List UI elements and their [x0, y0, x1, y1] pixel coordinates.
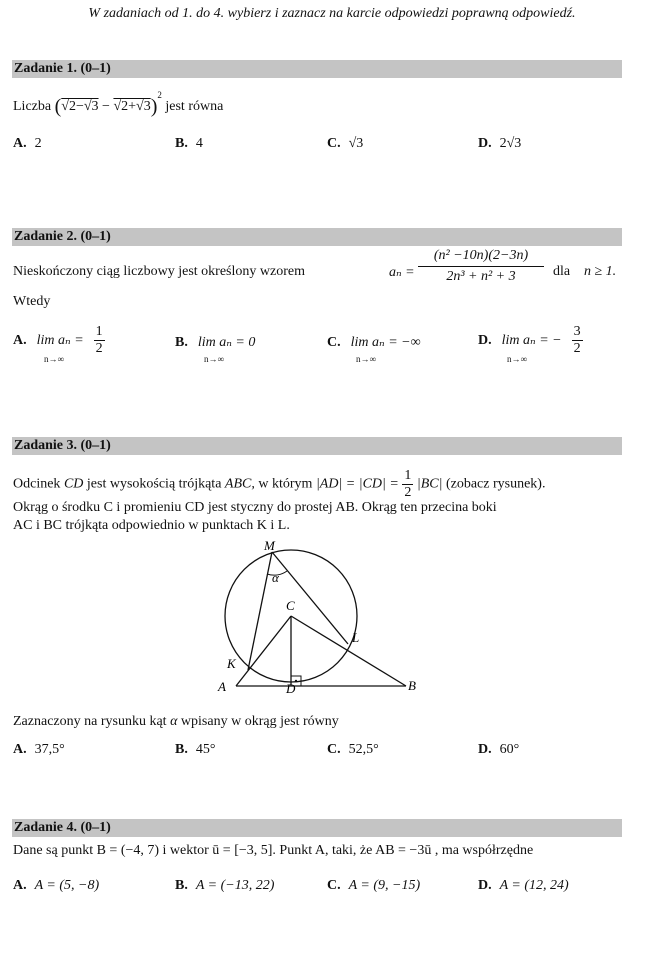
task-2-question: Nieskończony ciąg liczbowy jest określony wzorem [13, 264, 305, 279]
task-1-option-b[interactable]: B. 4 [175, 136, 203, 151]
task-3-option-d[interactable]: D. 60° [478, 742, 520, 757]
task-1-option-c[interactable]: C. √3 [327, 136, 364, 151]
label-c: C [286, 598, 295, 613]
task-2-formula-lhs: aₙ = [389, 265, 415, 280]
task-2-option-a[interactable]: A. lim aₙ = $\frac{1}{2}$ [13, 324, 103, 356]
label-a: A [218, 679, 226, 694]
task-3-option-b[interactable]: B. 45° [175, 742, 216, 757]
task-3-title: Zadanie 3. (0–1) [14, 438, 111, 453]
task-3-question: Zaznaczony na rysunku kąt α wpisany w okrąg jest równy [13, 714, 339, 729]
task-2-option-c[interactable]: C. lim aₙ = −∞ [327, 334, 421, 350]
task-3-line-1: Odcinek CD jest wysokością trójkąta ABC, w którym |AD| = |CD| = $\frac{1}{2}$ |BC| (zobacz rysunek). [13, 468, 546, 500]
task-4-option-d[interactable]: D. A = (12, 24) [478, 878, 569, 893]
task-4-option-a[interactable]: A. A = (5, −8) [13, 878, 100, 893]
task-4-question: Dane są punkt B = (−4, 7) i wektor ū = [−3, 5]. Punkt A, taki, że AB = −3ū , ma współrzędne [13, 843, 534, 858]
segment-cb [291, 616, 406, 686]
task-1-option-d[interactable]: D. 2√3 [478, 136, 522, 151]
instructions: W zadaniach od 1. do 4. wybierz i zaznacz na karcie odpowiedzi poprawną odpowiedź. [88, 6, 576, 21]
task-1-header [12, 60, 622, 78]
task-2-lim-sub-a: n→∞ [44, 354, 64, 364]
task-2-option-d[interactable]: D. lim aₙ = − $\frac{3}{2}$ [478, 324, 581, 356]
task-4-header [12, 819, 622, 837]
task-3-figure [210, 540, 440, 700]
label-b: B [408, 678, 416, 693]
task-3-option-c[interactable]: C. 52,5° [327, 742, 379, 757]
segment-mk [248, 552, 272, 670]
task-2-then: Wtedy [13, 294, 51, 309]
task-2-lim-sub-d: n→∞ [507, 354, 527, 364]
task-4-title: Zadanie 4. (0–1) [14, 820, 111, 835]
task-2-title: Zadanie 2. (0–1) [14, 229, 111, 244]
task-4-option-c[interactable]: C. A = (9, −15) [327, 878, 421, 893]
task-3-line-3: AC i BC trójkąta odpowiednio w punktach K i L. [13, 518, 290, 533]
task-3-line-2: Okrąg o środku C i promieniu CD jest styczny do prostej AB. Okrąg ten przecina boki [13, 500, 497, 515]
task-1-question: Liczba $(√2-√3 - √2+√3)^2$ jest równa [13, 90, 224, 118]
label-l: L [352, 630, 360, 645]
label-alpha: α [272, 570, 279, 585]
task-2-option-b[interactable]: B. lim aₙ = 0 [175, 334, 256, 350]
label-k: K [227, 656, 236, 671]
task-1-option-a[interactable]: A. 2 [13, 136, 42, 151]
label-m: M [264, 540, 275, 553]
task-2-formula-fraction: (n² −10n)(2−3n) 2n³ + n² + 3 [418, 248, 544, 285]
task-2-formula-condition: n ≥ 1. [584, 264, 617, 279]
task-3-header [12, 437, 622, 455]
task-3-option-a[interactable]: A. 37,5° [13, 742, 65, 757]
label-d: D [286, 681, 296, 696]
segment-ml [272, 552, 348, 644]
task-2-lim-sub-b: n→∞ [204, 354, 224, 364]
task-2-header [12, 228, 622, 246]
task-2-lim-sub-c: n→∞ [356, 354, 376, 364]
task-2-formula-suffix: dla [553, 264, 571, 279]
task-4-option-b[interactable]: B. A = (−13, 22) [175, 878, 275, 893]
task-1-title: Zadanie 1. (0–1) [14, 61, 111, 76]
